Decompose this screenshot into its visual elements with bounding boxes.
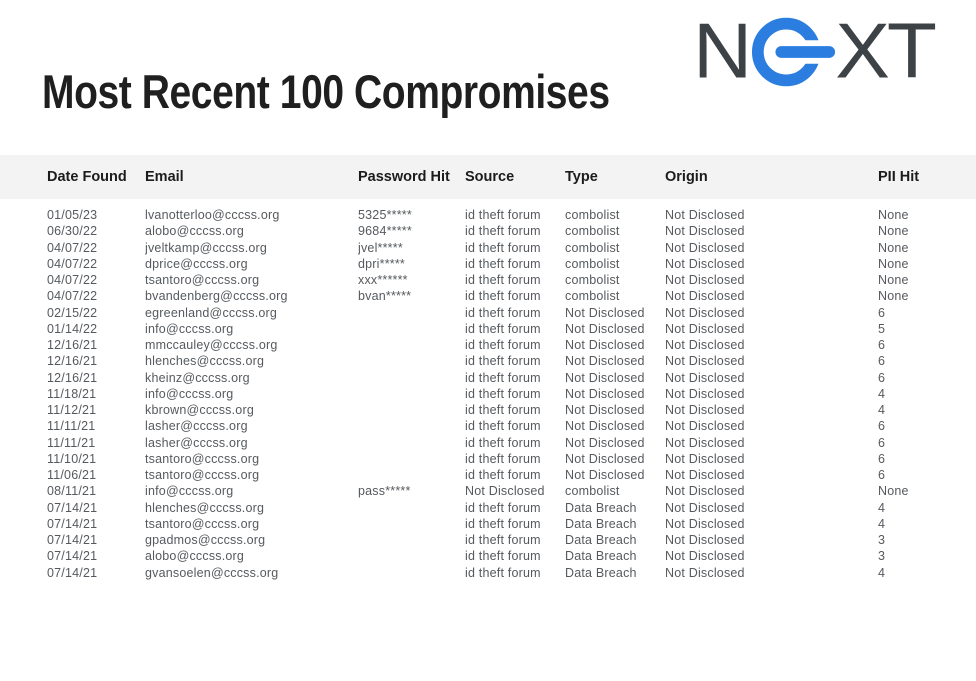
table-row [0, 435, 976, 451]
cell-pii: None [878, 273, 909, 288]
cell-source: id theft forum [465, 338, 541, 353]
cell-date: 07/14/21 [47, 516, 98, 531]
cell-password: jvel***** [358, 240, 403, 255]
cell-origin: Not Disclosed [665, 224, 745, 239]
cell-origin: Not Disclosed [665, 386, 745, 401]
table-row [0, 532, 976, 548]
cell-source: id theft forum [465, 419, 541, 434]
cell-origin: Not Disclosed [665, 321, 745, 336]
cell-date: 12/16/21 [47, 338, 98, 353]
cell-password: bvan***** [358, 289, 412, 304]
cell-source: id theft forum [465, 403, 541, 418]
cell-type: Not Disclosed [565, 321, 645, 336]
cell-date: 12/16/21 [47, 370, 98, 385]
cell-origin: Not Disclosed [665, 305, 745, 320]
cell-type: Not Disclosed [565, 419, 645, 434]
cell-pii: 4 [878, 516, 886, 531]
cell-source: id theft forum [465, 305, 541, 320]
cell-origin: Not Disclosed [665, 273, 745, 288]
table-row [0, 516, 976, 532]
cell-email: kheinz@cccss.org [145, 370, 250, 385]
column-header-date: Date Found [47, 169, 127, 185]
cell-source: id theft forum [465, 468, 541, 483]
table-row [0, 418, 976, 434]
table-row [0, 240, 976, 256]
column-header-source: Source [465, 169, 515, 185]
cell-source: id theft forum [465, 273, 541, 288]
cell-type: Data Breach [565, 516, 637, 531]
cell-pii: 4 [878, 403, 886, 418]
cell-date: 07/14/21 [47, 500, 98, 515]
cell-email: tsantoro@cccss.org [145, 273, 260, 288]
cell-pii: None [878, 484, 909, 499]
cell-date: 08/11/21 [47, 484, 97, 499]
cell-password: xxx****** [358, 273, 408, 288]
cell-date: 11/11/21 [47, 435, 96, 450]
table-row [0, 451, 976, 467]
cell-type: combolist [565, 240, 620, 255]
cell-type: Not Disclosed [565, 451, 645, 466]
cell-source: id theft forum [465, 386, 541, 401]
cell-origin: Not Disclosed [665, 338, 745, 353]
cell-source: id theft forum [465, 549, 541, 564]
cell-origin: Not Disclosed [665, 516, 745, 531]
cell-email: kbrown@cccss.org [145, 403, 254, 418]
column-header-type: Type [565, 169, 598, 185]
cell-origin: Not Disclosed [665, 208, 745, 223]
cell-password: dpri***** [358, 256, 405, 271]
cell-date: 06/30/22 [47, 224, 98, 239]
cell-email: alobo@cccss.org [145, 549, 245, 564]
cell-email: tsantoro@cccss.org [145, 468, 260, 483]
cell-origin: Not Disclosed [665, 370, 745, 385]
next-logo [692, 8, 934, 95]
cell-email: jveltkamp@cccss.org [145, 240, 268, 255]
cell-type: Data Breach [565, 500, 637, 515]
column-header-origin: Origin [665, 169, 708, 185]
cell-source: id theft forum [465, 500, 541, 515]
table-row [0, 256, 976, 272]
cell-source: id theft forum [465, 370, 541, 385]
cell-type: Not Disclosed [565, 305, 645, 320]
cell-origin: Not Disclosed [665, 419, 745, 434]
cell-type: combolist [565, 224, 620, 239]
page-title: Most Recent 100 Compromises [42, 65, 610, 118]
table-row [0, 548, 976, 564]
cell-email: mmccauley@cccss.org [145, 338, 278, 353]
cell-type: Not Disclosed [565, 370, 645, 385]
cell-source: Not Disclosed [465, 484, 545, 499]
cell-type: Not Disclosed [565, 386, 645, 401]
cell-email: gpadmos@cccss.org [145, 533, 266, 548]
cell-date: 04/07/22 [47, 240, 98, 255]
cell-email: dprice@cccss.org [145, 256, 248, 271]
cell-date: 11/10/21 [47, 451, 97, 466]
table-row [0, 207, 976, 223]
cell-type: combolist [565, 484, 620, 499]
cell-date: 01/05/23 [47, 208, 98, 223]
cell-password: 5325***** [358, 208, 412, 223]
cell-type: Data Breach [565, 533, 637, 548]
table-row [0, 305, 976, 321]
table-row [0, 483, 976, 499]
cell-pii: 6 [878, 451, 886, 466]
cell-type: Not Disclosed [565, 468, 645, 483]
cell-origin: Not Disclosed [665, 435, 745, 450]
cell-pii: 6 [878, 435, 886, 450]
cell-pii: 6 [878, 338, 886, 353]
cell-password: 9684***** [358, 224, 412, 239]
cell-source: id theft forum [465, 451, 541, 466]
table-row [0, 337, 976, 353]
cell-date: 11/06/21 [47, 468, 97, 483]
cell-date: 11/12/21 [47, 403, 97, 418]
table-row [0, 353, 976, 369]
cell-origin: Not Disclosed [665, 451, 745, 466]
cell-pii: 6 [878, 370, 886, 385]
table-row [0, 402, 976, 418]
cell-pii: None [878, 289, 909, 304]
cell-origin: Not Disclosed [665, 500, 745, 515]
cell-type: combolist [565, 256, 620, 271]
cell-origin: Not Disclosed [665, 403, 745, 418]
table-header-row [0, 155, 976, 199]
table-row [0, 500, 976, 516]
cell-type: combolist [565, 273, 620, 288]
cell-email: info@cccss.org [145, 321, 234, 336]
cell-origin: Not Disclosed [665, 354, 745, 369]
cell-pii: 4 [878, 386, 886, 401]
cell-type: Not Disclosed [565, 338, 645, 353]
cell-email: alobo@cccss.org [145, 224, 245, 239]
cell-type: Data Breach [565, 549, 637, 564]
cell-origin: Not Disclosed [665, 549, 745, 564]
table-row [0, 223, 976, 239]
cell-origin: Not Disclosed [665, 565, 745, 580]
cell-date: 01/14/22 [47, 321, 98, 336]
table-row [0, 565, 976, 581]
cell-pii: 6 [878, 419, 886, 434]
cell-origin: Not Disclosed [665, 240, 745, 255]
cell-source: id theft forum [465, 516, 541, 531]
table-body [0, 207, 976, 581]
cell-email: hlenches@cccss.org [145, 354, 265, 369]
cell-email: info@cccss.org [145, 484, 234, 499]
cell-source: id theft forum [465, 289, 541, 304]
cell-pii: 3 [878, 549, 886, 564]
next-logo-e-icon [751, 12, 839, 92]
cell-source: id theft forum [465, 533, 541, 548]
cell-date: 11/11/21 [47, 419, 96, 434]
cell-pii: None [878, 224, 909, 239]
cell-email: bvandenberg@cccss.org [145, 289, 288, 304]
cell-date: 12/16/21 [47, 354, 98, 369]
table-row [0, 370, 976, 386]
cell-date: 11/18/21 [47, 386, 97, 401]
cell-email: hlenches@cccss.org [145, 500, 265, 515]
cell-email: tsantoro@cccss.org [145, 451, 260, 466]
cell-type: combolist [565, 208, 620, 223]
cell-source: id theft forum [465, 256, 541, 271]
cell-pii: None [878, 256, 909, 271]
cell-email: info@cccss.org [145, 386, 234, 401]
cell-email: lasher@cccss.org [145, 435, 248, 450]
cell-origin: Not Disclosed [665, 484, 745, 499]
table-row [0, 467, 976, 483]
cell-date: 02/15/22 [47, 305, 98, 320]
cell-source: id theft forum [465, 321, 541, 336]
cell-pii: 3 [878, 533, 886, 548]
table-row [0, 288, 976, 304]
cell-origin: Not Disclosed [665, 256, 745, 271]
cell-origin: Not Disclosed [665, 533, 745, 548]
table-row [0, 386, 976, 402]
cell-source: id theft forum [465, 565, 541, 580]
cell-date: 07/14/21 [47, 565, 98, 580]
cell-date: 04/07/22 [47, 289, 98, 304]
cell-date: 04/07/22 [47, 256, 98, 271]
cell-password: pass***** [358, 484, 411, 499]
cell-pii: 6 [878, 468, 886, 483]
table-row [0, 272, 976, 288]
table-row [0, 321, 976, 337]
cell-pii: None [878, 240, 909, 255]
cell-origin: Not Disclosed [665, 289, 745, 304]
cell-pii: 4 [878, 500, 886, 515]
cell-source: id theft forum [465, 224, 541, 239]
cell-date: 07/14/21 [47, 549, 98, 564]
cell-email: gvansoelen@cccss.org [145, 565, 279, 580]
cell-type: combolist [565, 289, 620, 304]
cell-source: id theft forum [465, 354, 541, 369]
cell-email: egreenland@cccss.org [145, 305, 278, 320]
cell-origin: Not Disclosed [665, 468, 745, 483]
cell-email: lvanotterloo@cccss.org [145, 208, 280, 223]
cell-pii: 4 [878, 565, 886, 580]
cell-pii: 6 [878, 305, 886, 320]
cell-email: tsantoro@cccss.org [145, 516, 260, 531]
cell-date: 07/14/21 [47, 533, 98, 548]
cell-type: Not Disclosed [565, 435, 645, 450]
column-header-email: Email [145, 169, 184, 185]
logo-letter-n: N [692, 8, 750, 95]
cell-pii: 6 [878, 354, 886, 369]
cell-source: id theft forum [465, 208, 541, 223]
cell-pii: 5 [878, 321, 886, 336]
column-header-pii: PII Hit [878, 169, 920, 185]
cell-type: Not Disclosed [565, 354, 645, 369]
cell-source: id theft forum [465, 240, 541, 255]
cell-pii: None [878, 208, 909, 223]
cell-source: id theft forum [465, 435, 541, 450]
logo-letters-xt: XT [835, 8, 934, 95]
cell-type: Not Disclosed [565, 403, 645, 418]
column-header-password: Password Hit [358, 169, 450, 185]
cell-type: Data Breach [565, 565, 637, 580]
cell-date: 04/07/22 [47, 273, 98, 288]
cell-email: lasher@cccss.org [145, 419, 248, 434]
